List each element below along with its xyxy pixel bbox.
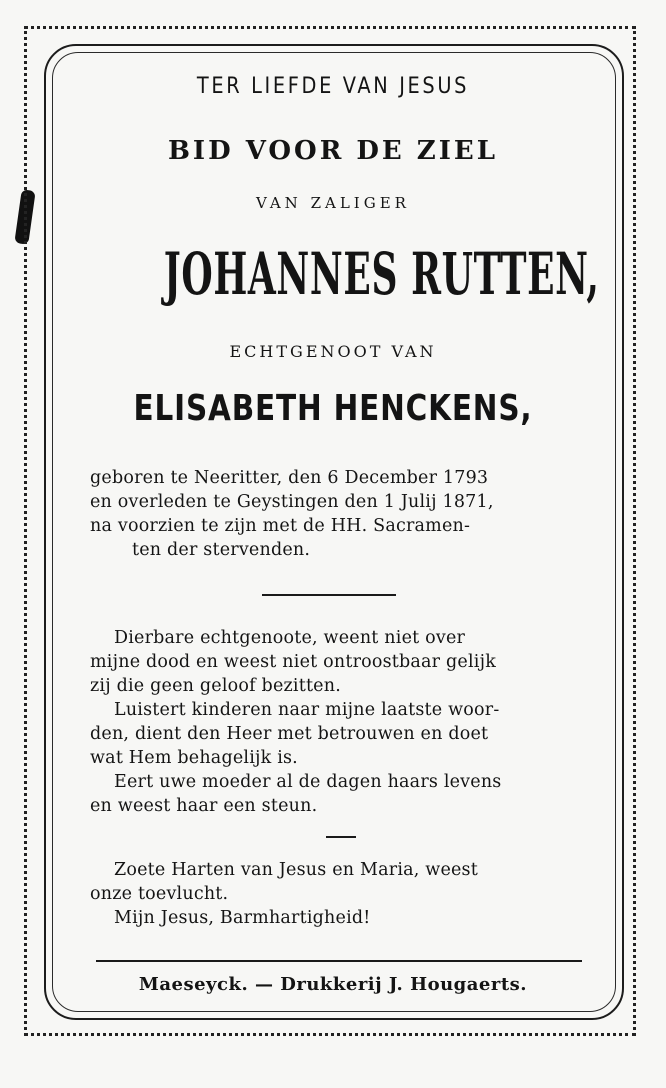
printer-line: Maeseyck. — Drukkerij J. Hougaerts. <box>138 974 528 995</box>
verse-line: wat Hem behagelijk is. <box>90 748 298 768</box>
verse-mother <box>90 770 590 818</box>
plea-line: BID VOOR DE ZIEL <box>167 136 499 166</box>
prayer-line: Zoete Harten van Jesus en Maria, weest <box>114 860 478 880</box>
verse-line: Dierbare echtgenoote, weent niet over <box>114 628 466 648</box>
birth-death-line: geboren te Neeritter, den 6 December 1793 <box>90 468 489 488</box>
van-zaliger-line: VAN ZALIGER <box>256 194 410 212</box>
prayer-line: Mijn Jesus, Barmhartigheid! <box>114 908 371 928</box>
verse-line: Luistert kinderen naar mijne laatste woor- <box>114 700 500 720</box>
verse-line: den, dient den Heer met betrouwen en doet <box>90 724 489 744</box>
spouse-label: ECHTGENOOT VAN <box>229 342 437 361</box>
divider-rule <box>262 594 396 596</box>
header-line: TER LIEFDE VAN JESUS <box>196 74 470 99</box>
verse-line: Eert uwe moeder al de dagen haars levens <box>114 772 502 792</box>
footer-rule <box>96 960 582 962</box>
verse-line: en weest haar een steun. <box>90 796 318 816</box>
birth-death-line: ten der stervenden. <box>132 540 311 560</box>
verse-spouse <box>90 626 590 698</box>
verse-line: mijne dood en weest niet ontroostbaar gelijk <box>90 652 496 672</box>
birth-death-paragraph <box>90 466 590 562</box>
deceased-name: JOHANNES RUTTEN, <box>163 240 600 308</box>
birth-death-line: en overleden te Geystingen den 1 Julij 1871, <box>90 492 494 512</box>
prayer-line: onze toevlucht. <box>90 884 229 904</box>
birth-death-line: na voorzien te zijn met de HH. Sacramen- <box>90 516 471 536</box>
divider-rule-short <box>326 836 356 838</box>
verse-children <box>90 698 590 770</box>
prayer-paragraph <box>90 858 590 930</box>
spouse-name: ELISABETH HENCKENS, <box>133 388 533 429</box>
verse-line: zij die geen geloof bezitten. <box>90 676 341 696</box>
